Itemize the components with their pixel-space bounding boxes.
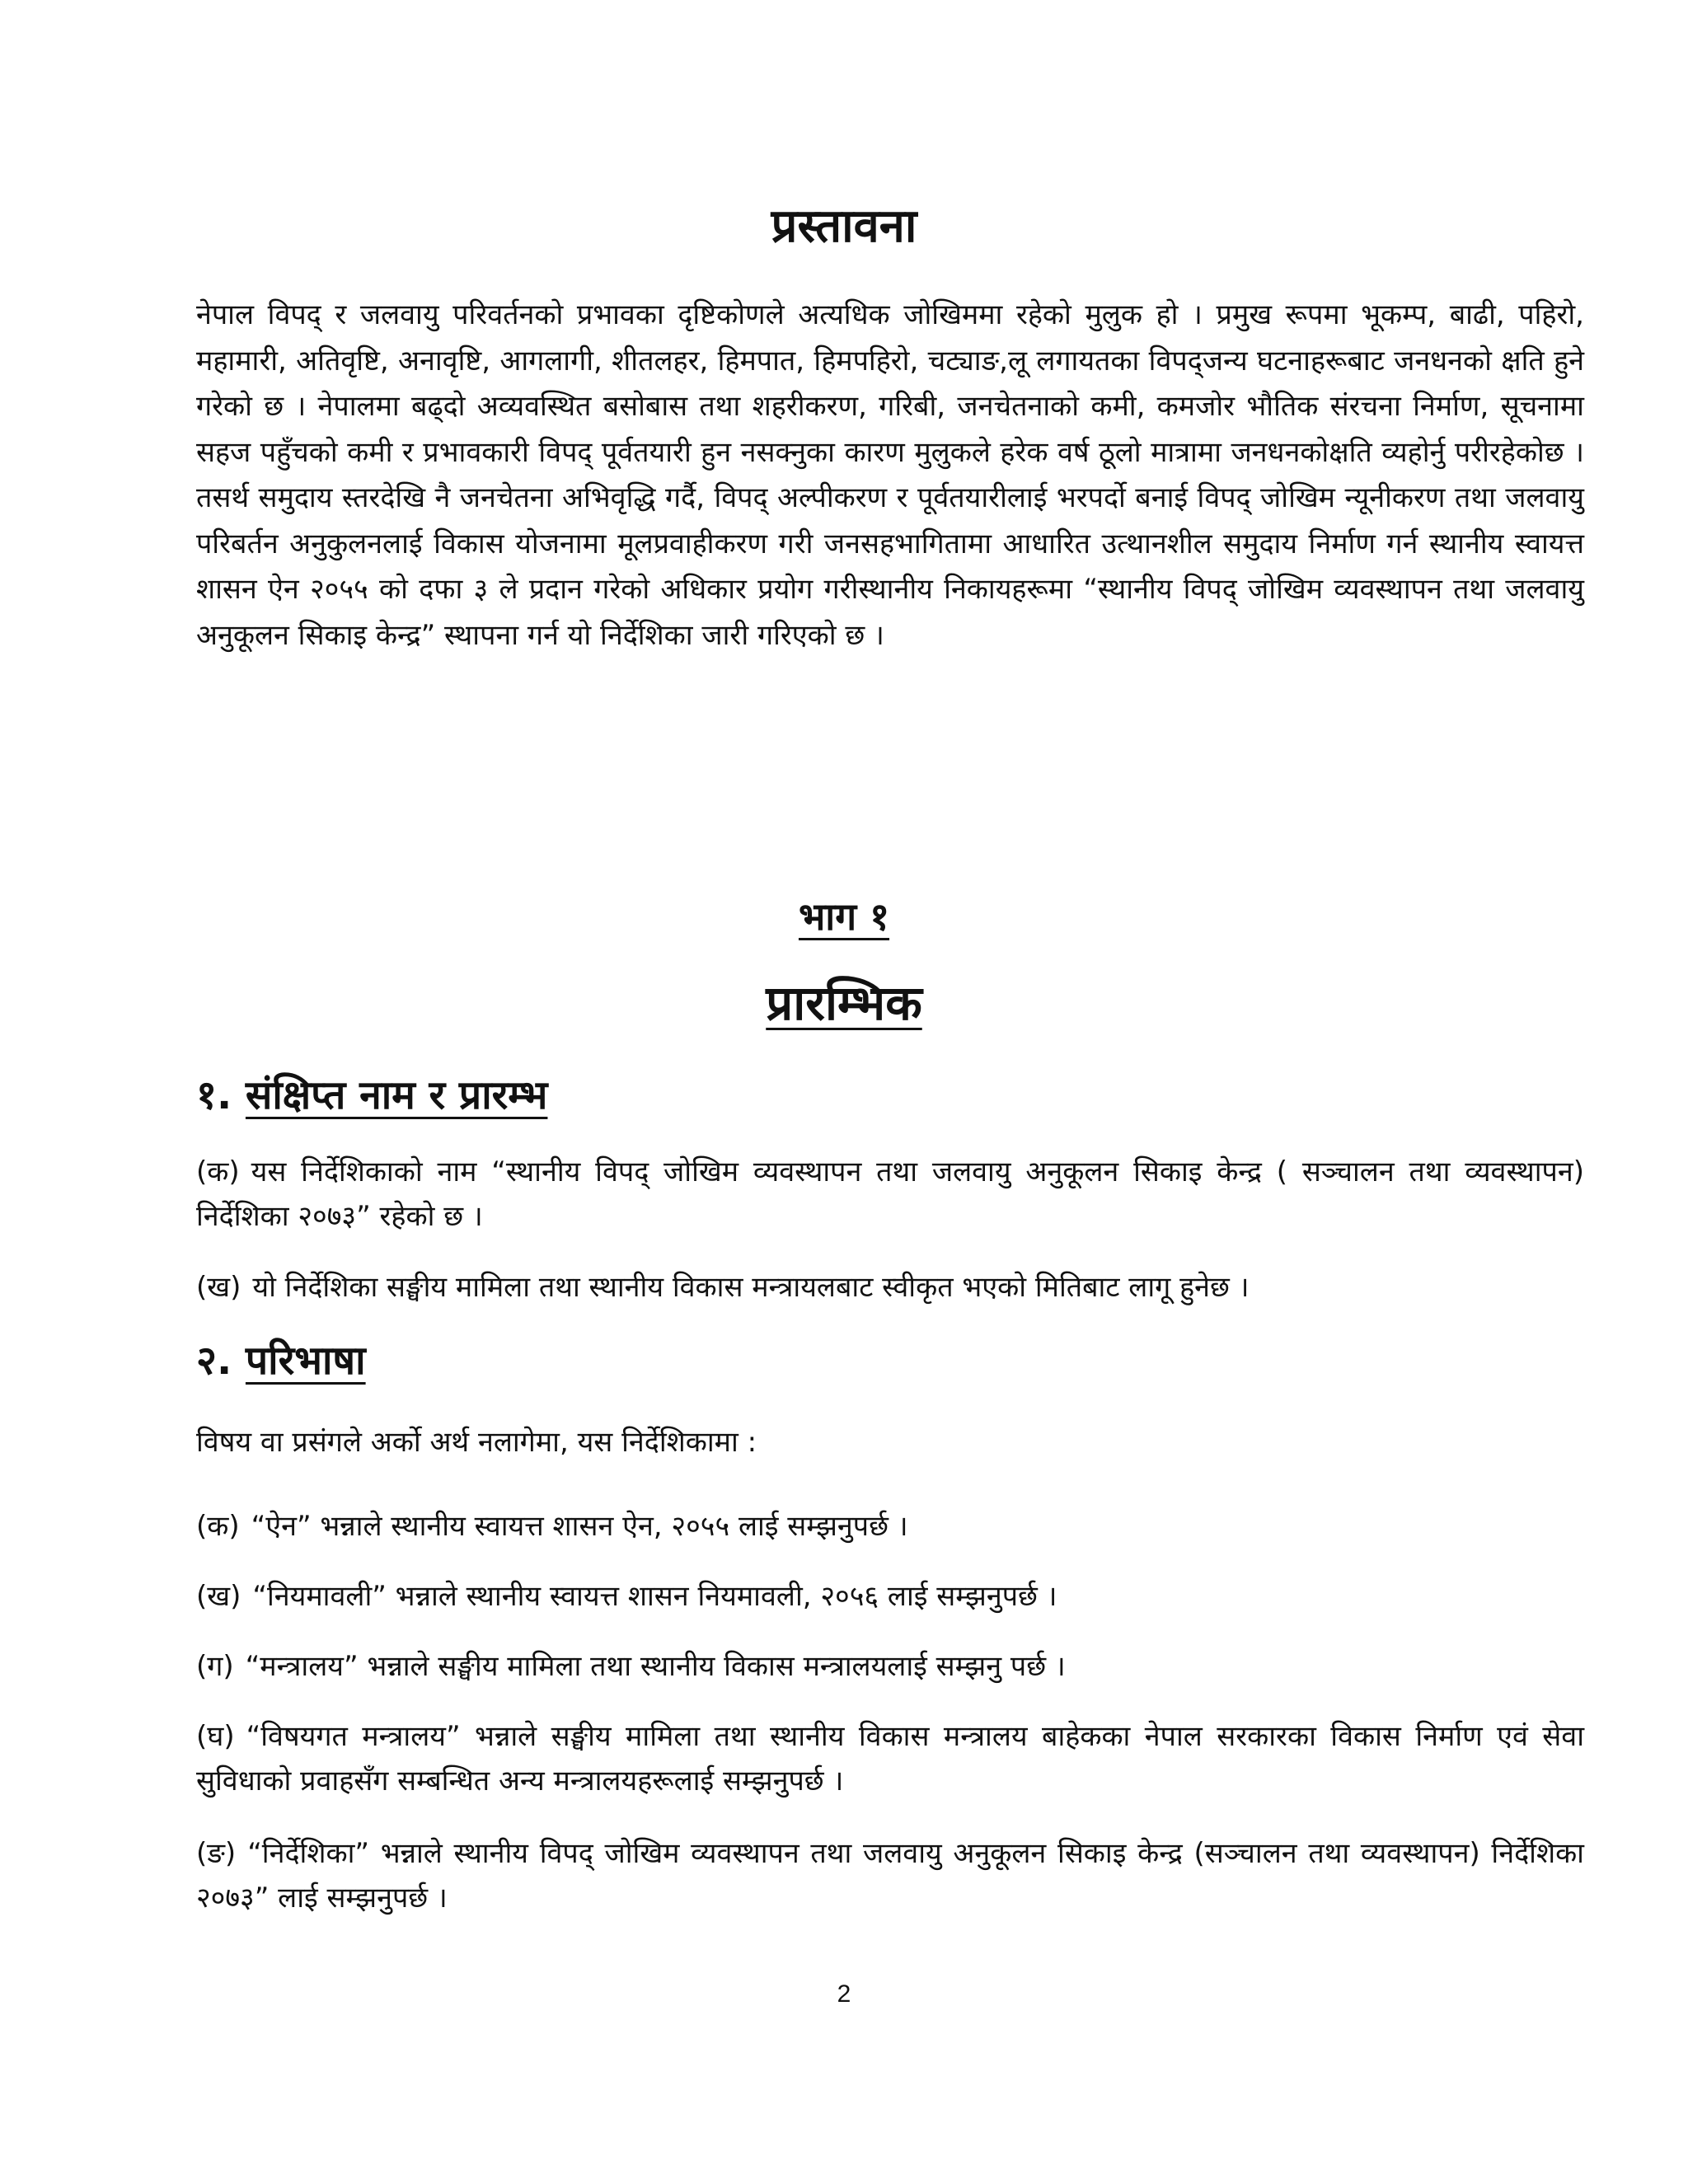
- clause-text: यस निर्देशिकाको नाम “स्थानीय विपद् जोखिम व्यवस्थापन तथा जलवायु अनुकूलन सिकाइ केन्द्र ( सञ्चालन तथा व्यवस्थापन) निर्देशिका २०७३” रहेको छ ।: [196, 1155, 1584, 1233]
- section-1-clause-kha: [196, 1265, 1584, 1310]
- clause-text: “नियमावली” भन्नाले स्थानीय स्वायत्त शासन नियमावली, २०५६ लाई सम्झनुपर्छ ।: [252, 1580, 1057, 1613]
- clause-text: “निर्देशिका” भन्नाले स्थानीय विपद् जोखिम व्यवस्थापन तथा जलवायु अनुकूलन सिकाइ केन्द्र (सञ्चालन तथा व्यवस्थापन) निर्देशिका २०७३” लाई सम्झनुपर्छ ।: [196, 1837, 1584, 1915]
- part-subtitle: प्रारम्भिक: [766, 975, 922, 1031]
- page-title: प्रस्तावना: [771, 199, 917, 253]
- section-2-intro: विषय वा प्रसंगले अर्को अर्थ नलागेमा, यस निर्देशिकामा :: [196, 1426, 757, 1459]
- clause-marker: (ग): [196, 1650, 234, 1683]
- clause-marker: (ख): [196, 1580, 241, 1613]
- clause-text: “ऐन” भन्नाले स्थानीय स्वायत्त शासन ऐन, २०५५ लाई सम्झनुपर्छ ।: [251, 1510, 908, 1543]
- definition-clause-ka: [196, 1504, 1584, 1549]
- section-2-number: २.: [196, 1338, 232, 1384]
- section-1-heading: [196, 1070, 547, 1121]
- definition-clause-nga: [196, 1831, 1584, 1920]
- clause-marker: (ख): [196, 1271, 241, 1304]
- page-number: 2: [837, 1980, 851, 2008]
- part-heading: [0, 892, 1688, 941]
- clause-text: यो निर्देशिका सङ्घीय मामिला तथा स्थानीय विकास मन्त्रायलबाट स्वीकृत भएको मितिबाट लागू हुनेछ ।: [252, 1271, 1250, 1304]
- clause-text: “मन्त्रालय” भन्नाले सङ्घीय मामिला तथा स्थानीय विकास मन्त्रालयलाई सम्झनु पर्छ ।: [245, 1650, 1066, 1683]
- part-label: भाग १: [798, 894, 890, 939]
- section-1-title: संक्षिप्त नाम र प्रारम्भ: [245, 1072, 548, 1118]
- clause-marker: (ङ): [196, 1837, 237, 1870]
- definition-clause-gha: [196, 1714, 1584, 1803]
- clause-marker: (घ): [196, 1720, 235, 1753]
- section-2-title: परिभाषा: [245, 1338, 366, 1384]
- clause-marker: (क): [196, 1510, 240, 1543]
- intro-paragraph: नेपाल विपद् र जलवायु परिवर्तनको प्रभावका दृष्टिकोणले अत्यधिक जोखिममा रहेको मुलुक हो । प्रमुख रूपमा भूकम्प, बाढी, पहिरो, महामारी, अतिवृष्टि, अनावृष्टि, आगलागी, शीतलहर, हिमपात, हिमपहिरो, चट्याङ,लू लगायतका विपद्जन्य घटनाहरूबाट जनधनको क्षति हुने गरेको छ । नेपालमा बढ्दो अव्यवस्थित बसोबास तथा शहरीकरण, गरिबी, जनचेतनाको कमी, कमजोर भौतिक संरचना निर्माण, सूचनामा सहज पहुँचको कमी र प्रभावकारी विपद् पूर्वतयारी हुन नसक्नुका कारण मुलुकले हरेक वर्ष ठूलो मात्रामा जनधनकोक्षति व्यहोर्नु परीरहेकोछ । तसर्थ समुदाय स्तरदेखि नै जनचेतना अभिवृद्धि गर्दै, विपद् अल्पीकरण र पूर्वतयारीलाई भरपर्दो बनाई विपद् जोखिम न्यूनीकरण तथा जलवायु परिबर्तन अनुकुलनलाई विकास योजनामा मूलप्रवाहीकरण गरी जनसहभागितामा आधारित उत्थानशील समुदाय निर्माण गर्न स्थानीय स्वायत्त शासन ऐन २०५५ को दफा ३ ले प्रदान गरेको अधिकार प्रयोग गरीस्थानीय निकायहरूमा “स्थानीय विपद् जोखिम व्यवस्थापन तथा जलवायु अनुकूलन सिकाइ केन्द्र” स्थापना गर्न यो निर्देशिका जारी गरिएको छ ।: [196, 298, 1584, 652]
- section-1-clause-ka: [196, 1150, 1584, 1239]
- clause-marker: (क): [196, 1155, 240, 1188]
- definition-clause-kha: [196, 1574, 1584, 1619]
- section-1-number: १.: [196, 1072, 232, 1118]
- part-subtitle-heading: [0, 972, 1688, 1033]
- section-2-heading: [196, 1335, 366, 1386]
- clause-text: “विषयगत मन्त्रालय” भन्नाले सङ्घीय मामिला तथा स्थानीय विकास मन्त्रालय बाहेकका नेपाल सरकारका विकास निर्माण एवं सेवा सुविधाको प्रवाहसँग सम्बन्धित अन्य मन्त्रालयहरूलाई सम्झनुपर्छ ।: [196, 1720, 1584, 1797]
- definition-clause-ga: [196, 1644, 1584, 1689]
